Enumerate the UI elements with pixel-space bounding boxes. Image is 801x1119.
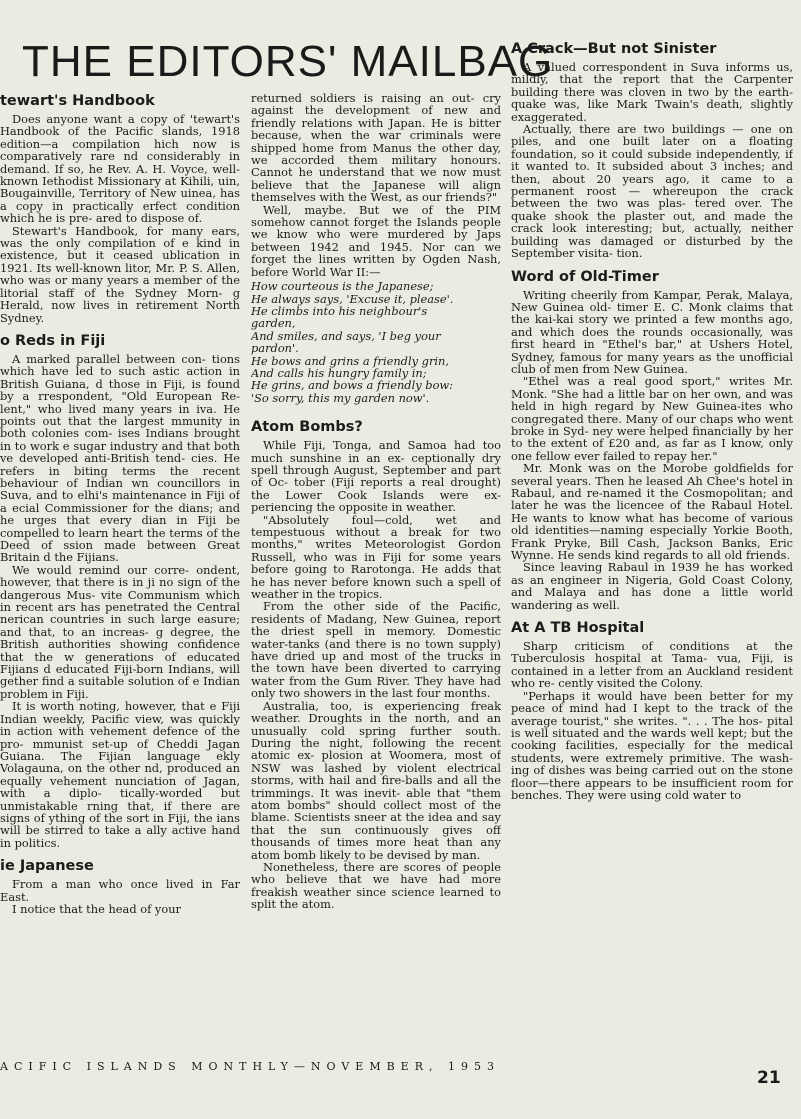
article-paragraph: From a man who once lived in Far East. — [0, 877, 240, 904]
article-paragraph: A marked parallel between con- tions which have led to such astic action in British Guiana, d those in Fiji, is found by a rrespondent, "Old European Re- lent," who lived many years in iva. He points out that the largest mmunity in both colonies com- ises Indians brought in to work e sugar industry and that both ve developed anti-British tend- cies. He refers in biting terms the recent behaviour of Indian wn councillors in Suva, and to elhi's maintenance in Fiji of a ecial Commissioner for the dians; and he urges that every dian in Fiji be compelled to learn heart the terms of the Deed of ssion made between Great Britain d the Fijians. — [0, 351, 240, 565]
poem-line: He bows and grins a friendly grin, — [251, 353, 450, 368]
section-heading: tewart's Handbook — [0, 93, 155, 109]
article-paragraph: Writing cheerily from Kampar, Perak, Malaya, New Guinea old- timer E. C. Monk claims that the kai-kai story we printed a few months ago, and which does the rounds occasionally, was first heard in "Ethel's bar," at Ushers Hotel, Sydney, famous for many years as the unofficial club of men from New Guinea. — [511, 287, 793, 376]
section-heading: ie Japanese — [0, 858, 94, 875]
article-paragraph: "Perhaps it would have been better for my peace of mind had I kept to the track of the average tourist," she writes. ". . . The hos- pital is well situated and the wards well kept; but the cooking facilities, especially for the medical students, were extremely primitive. The wash- ing of dishes was being carried out on the stone floor—there appears to be insufficient room for benches. They were using cold water to — [511, 688, 793, 802]
section-heading: Word of Old-Timer — [511, 268, 659, 285]
column-3 — [511, 40, 793, 1054]
article-paragraph: A valued correspondent in Suva informs us, mildly, that the report that the Carpenter building there was cloven in two by the earth- quake was, like Mark Twain's death, slightly exaggerated. — [511, 60, 793, 124]
poem-line: garden, — [251, 316, 296, 331]
article-paragraph: Mr. Monk was on the Morobe goldfields for several years. Then he leased Ah Chee's hotel in Rabaul, and re-named it the Cosmopolitan; and later he was the licencee of the Rabaul Hotel. He wants to know what has become of various old identities—naming especially Yorkie Booth, Frank Pryke, Bill Cash, Jackson Banks, Eric Wynne. He sends kind regards to all old friends. — [511, 461, 793, 563]
article-paragraph: Australia, too, is experiencing freak weather. Droughts in the north, and an unusually cold spring further south. During the night, following the recent atomic ex- plosion at Woomera, most of NSW was lashed by violent electrical storms, with hail and fire-balls and all the trimmings. It was inevit- able that "them atom bombs" should collect most of the blame. Scientists sneer at the idea and say that the sun continuously gives off thousands of times more heat than any atom bomb likely to be devised by man. — [251, 698, 501, 862]
column-1 — [0, 92, 240, 1054]
article-paragraph: I notice that the head of your — [12, 901, 182, 916]
section-heading: Atom Bombs? — [251, 419, 363, 436]
poem-line: 'So sorry, this my garden now'. — [251, 390, 430, 405]
section-spacer — [251, 410, 501, 418]
article-paragraph: From the other side of the Pacific, residents of Madang, New Guinea, report the driest spell in memory. Domestic water-tanks (and there is no town supply) have dried up and most of the trucks in the town have been diverted to carrying water from the Gum River. They have had only two showers in the last four months. — [251, 599, 501, 701]
poem-line: He climbs into his neighbour's — [251, 303, 428, 318]
poem-line: He always says, 'Excuse it, please'. — [251, 291, 454, 306]
article-paragraph: returned soldiers is raising an out- cry against the development of new and friendly relations with Japan. He is bitter because, when the war criminals were shipped home from Manus the other day, we accorded them military honours. Cannot he understand that we now must believe that the Japanese will align themselves with the West, as our friends?" — [251, 92, 501, 205]
article-paragraph: Actually, there are two buildings — one on piles, and one built later on a floating foundation, so it could subside independently, if it wanted to. It subsided about 3 inches; and then, about 20 years ago, it came to a permanent roost — whereupon the crack between the two was plas- tered over. The quake shook the plaster out, and made the crack look interesting; but, actually, neither building was damaged or disturbed by the September visita- tion. — [511, 122, 793, 261]
poem-block — [251, 280, 501, 404]
article-paragraph: Does anyone want a copy of 'tewart's Handbook of the Pacific slands, 1918 edition—a compilation hich now is comparatively rare nd considerably in demand. If so, he Rev. A. H. Voyce, well-known Iethodist Missionary at Kihili, uin, Bougainville, Territory of New uinea, has a copy in practically erfect condition which he is pre- ared to dispose of. — [0, 112, 240, 226]
section-spacer — [0, 324, 240, 332]
poem-line: How courteous is the Japanese; — [251, 279, 434, 294]
running-footer: ACIFIC ISLANDS MONTHLY—NOVEMBER, 1953 — [0, 1060, 500, 1073]
section-spacer — [511, 260, 793, 268]
poem-line: And calls his hungry family in; — [251, 365, 427, 380]
poem-line: pardon'. — [251, 341, 299, 356]
article-paragraph: While Fiji, Tonga, and Samoa had too much sunshine in an ex- ceptionally dry spell through August, September and part of Oc- tober (Fiji reports a real drought) the Lower Cook Islands were ex- periencing the opposite in weather. — [251, 438, 501, 515]
poem-line: And smiles, and says, 'I beg your — [251, 328, 441, 343]
article-paragraph: It is worth noting, however, that e Fiji Indian weekly, Pacific view, was quickly in action with vehement defence of the pro- mmunist set-up of Cheddi Jagan Guiana. The Fijian language ekly Volagauna, on the other nd, produced an equally vehement nunciation of Jagan, with a diplo- tically-worded but unmistakable rning that, if there are signs of ything of the sort in Fiji, the ians will be stirred to take a ally active hand in politics. — [0, 699, 240, 850]
section-spacer — [511, 611, 793, 619]
article-paragraph: "Absolutely foul—cold, wet and tempestuous without a break for two months," writes Meteorologist Gordon Russell, who was in Fiji for some years before going to Rarotonga. He adds that he has never before known such a spell of weather in the tropics. — [251, 512, 501, 602]
article-paragraph: We would remind our corre- ondent, however, that there is in ji no sign of the dangerous Mus- vite Communism which in recent ars has penetrated the Central nerican countries in such large easure; and that, to an increas- g degree, the British authorities showing confidence that the w generations of educated Fijians d educated Fiji-born Indians, will gether find a suitable solution of e Indian problem in Fiji. — [0, 562, 240, 701]
section-spacer — [0, 849, 240, 857]
article-paragraph: Nonetheless, there are scores of people who believe that we have had more freakish weather since science learned to split the atom. — [251, 859, 501, 912]
page-number: 21 — [757, 1068, 781, 1088]
section-heading: o Reds in Fiji — [0, 332, 106, 349]
poem-line: He grins, and bows a friendly bow: — [251, 378, 454, 393]
article-paragraph: Well, maybe. But we of the PIM somehow cannot forget the Islands people we know who were murdered by Japs between 1942 and 1945. Nor can we forget the lines written by Ogden Nash, before World War II:— — [251, 202, 501, 279]
article-paragraph: Sharp criticism of conditions at the Tuberculosis hospital at Tama- vua, Fiji, is contained in a letter from an Auckland resident who re- cently visited the Colony. — [511, 639, 793, 691]
article-paragraph: Stewart's Handbook, for many ears, was the only compilation of e kind in existence, but it ceased ublication in 1921. Its well-known litor, Mr. P. S. Allen, who was or many years a member of the litorial staff of the Sydney Morn- g Herald, now lives in retirement North Sydney. — [0, 223, 240, 325]
section-heading: A Crack—But not Sinister — [511, 41, 717, 57]
article-paragraph: "Ethel was a real good sport," writes Mr. Monk. "She had a little bar on her own, and was held in high regard by New Guinea-ites who congregated there. Many of our chaps who went broke in Syd- ney were helped financially by her to the extent of £20 and, as far as I know, only one fellow ever failed to repay her." — [511, 374, 793, 463]
section-heading: At A TB Hospital — [511, 620, 645, 637]
column-2 — [251, 92, 501, 1054]
masthead-title: THE EDITORS' MAILBAG — [22, 37, 554, 86]
article-paragraph: Since leaving Rabaul in 1939 he has worked as an engineer in Nigeria, Gold Coast Colony, and Malaya and has done a little world wandering as well. — [511, 560, 793, 612]
